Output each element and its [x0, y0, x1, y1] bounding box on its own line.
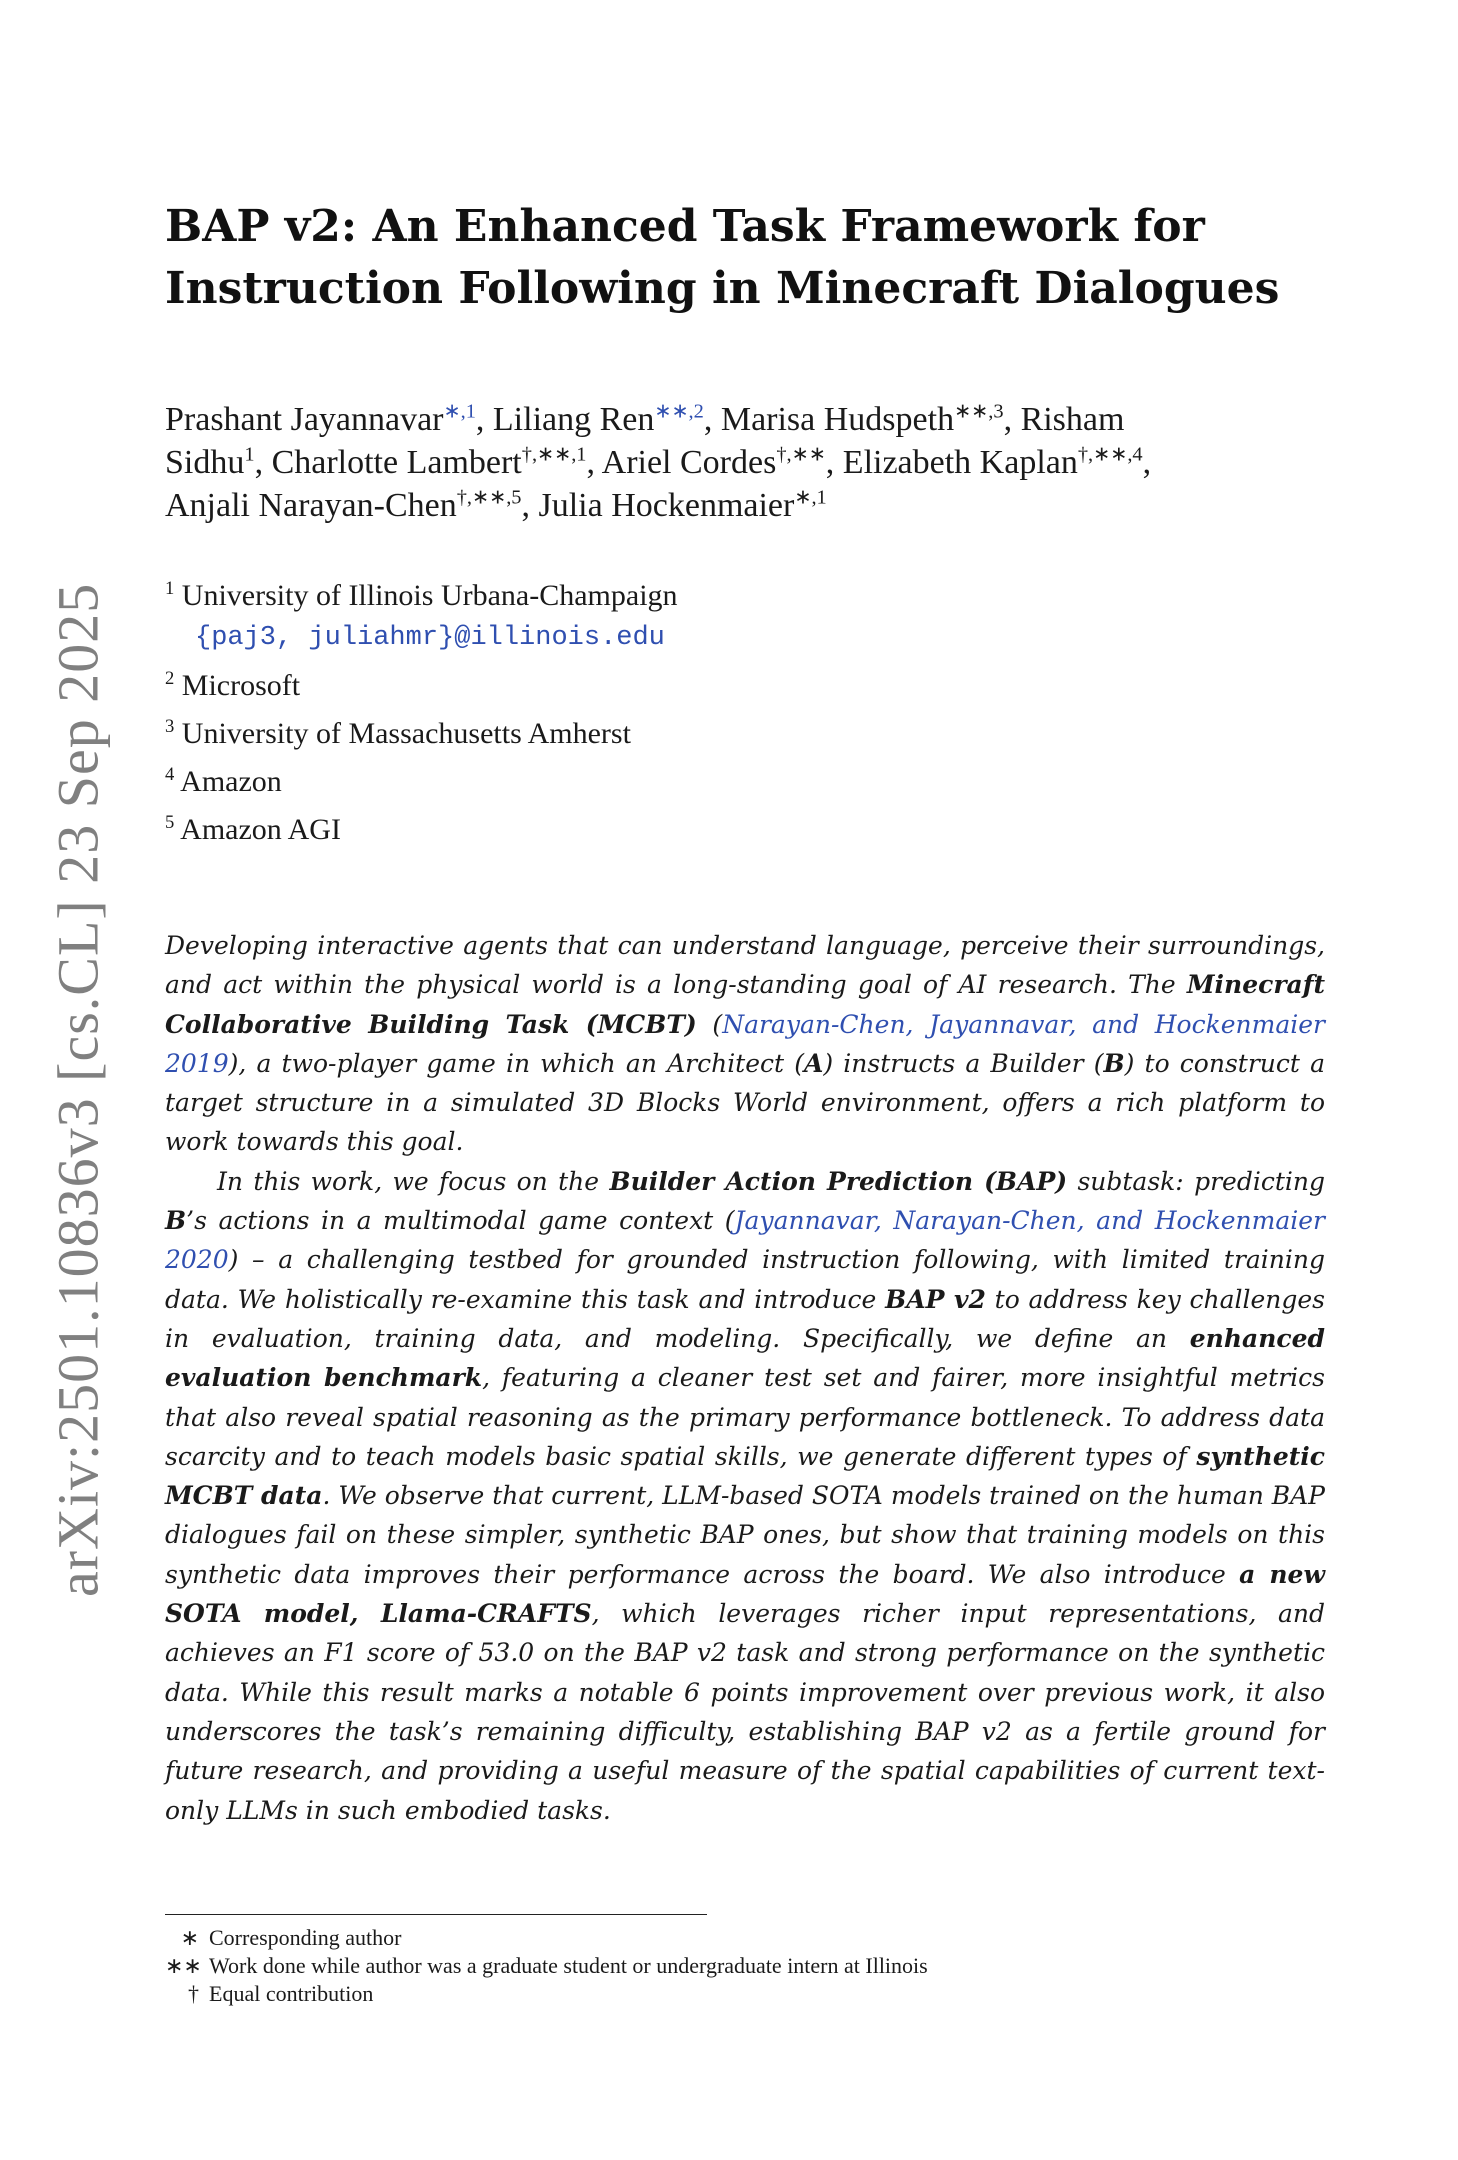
affiliation-number: 4 [165, 764, 175, 785]
footnote-text: Work done while author was a graduate student or undergraduate intern at Illinois [209, 1953, 928, 1978]
arxiv-identifier: arXiv:2501.10836v3 [cs.CL] 23 Sep 2025 [45, 582, 111, 1598]
footnote-2 [165, 1952, 1165, 1980]
abstract-emphasis: A [803, 1048, 824, 1078]
footnote-divider [165, 1914, 707, 1915]
title-line-2: Instruction Following in Minecraft Dialogues [165, 263, 1280, 314]
affiliation-name: Amazon [180, 765, 282, 798]
abstract-emphasis: BAP v2 [885, 1284, 986, 1314]
author-line-1: Prashant Jayannavar$^{∗,1}$, Liliang Ren$^{∗∗,2}$, Marisa Hudspeth$^{∗∗,3}$, Risham [165, 400, 1125, 438]
footnote-mark: † [188, 1981, 199, 2006]
abstract-text: In this work, we focus on the [217, 1166, 610, 1196]
author-name: Elizabeth Kaplan [842, 444, 1078, 481]
author-affil-marker: †,∗∗,1 [521, 443, 587, 466]
abstract-text: ) – a challenging testbed for grounded instruction following, with limited training data. We holistically re-examine this task and introduce [165, 1245, 1325, 1314]
affiliation-name: Microsoft [181, 669, 301, 702]
abstract-emphasis: enhanced evaluation benchmark [165, 1323, 1325, 1393]
affiliation-2 [165, 662, 1065, 710]
author-affil-marker[interactable]: ∗∗,2 [654, 400, 704, 423]
affiliation-name: University of Illinois Urbana-Champaign [181, 579, 678, 612]
title-line-1: BAP v2: An Enhanced Task Framework for [165, 201, 1205, 252]
affiliation-name: University of Massachusetts Amherst [181, 717, 631, 750]
abstract-text: Developing interactive agents that can understand language, perceive their surroundings, and act within the physical world is a long-standing goal of AI research. The [165, 931, 1325, 1000]
author-name: Anjali Narayan-Chen [165, 487, 457, 524]
author-line-3: Anjali Narayan-Chen$^{\dagger,∗∗,5}$, Julia Hockenmaier$^{∗,1}$ [165, 486, 827, 524]
author-name: Charlotte Lambert [271, 444, 522, 481]
abstract-text: ) to construct a target structure in a simulated 3D Blocks World environment, offers a rich platform to work towards this goal. [165, 1048, 1325, 1157]
abstract-text: , which leverages richer input representations, and achieves an F1 score of 53.0 on the BAP v2 task and strong performance on the synthetic data. While this result marks a notable 6 points improvement over previous work, it also underscores the task’s remaining difficulty, establishing BAP v2 as a fertile ground for future research, and providing a useful measure of the spatial capabilities of current text-only LLMs in such embodied tasks. [165, 1599, 1325, 1825]
abstract-text: ), a two-player game in which an Architect ( [228, 1048, 804, 1078]
abstract-paragraph-2 [165, 1162, 1325, 1830]
author-line-2: Sidhu$^1$, Charlotte Lambert$^{\dagger,∗∗,1}$, Ariel Cordes†,∗∗, Elizabeth Kaplan$^{\dagger,∗∗,4}$, [165, 443, 1152, 481]
author-name: Marisa Hudspeth [720, 401, 955, 438]
affiliation-number: 2 [165, 668, 175, 689]
abstract-emphasis: Minecraft Collaborative Building Task (MCBT) [165, 970, 1325, 1039]
footnote-mark: ∗∗ [165, 1953, 202, 1978]
abstract-emphasis: Builder Action Prediction (BAP) [609, 1166, 1068, 1196]
abstract-text: ( [696, 1009, 723, 1039]
author-name: Julia Hockenmaier [538, 487, 795, 524]
footnote-mark: ∗ [180, 1925, 199, 1950]
abstract-emphasis: synthetic MCBT data [165, 1441, 1325, 1511]
affiliation-3 [165, 710, 1065, 758]
abstract-text: subtask: predicting [1067, 1166, 1325, 1196]
citation-link[interactable]: Jayannavar, Narayan-Chen, and Hockenmaier 2020 [165, 1206, 1325, 1275]
footnote-1 [165, 1924, 1165, 1952]
citation-link[interactable]: Narayan-Chen, Jayannavar, and Hockenmaier 2019 [165, 1009, 1325, 1078]
footnote-list [165, 1924, 1165, 2008]
abstract [165, 926, 1325, 1830]
footnote-text: Equal contribution [209, 1981, 374, 2006]
abstract-text: ’s actions in a multimodal game context ( [186, 1206, 735, 1236]
footnote-text: Corresponding author [209, 1925, 402, 1950]
abstract-text: ) instructs a Builder ( [823, 1048, 1104, 1078]
author-affil-marker: 1 [244, 443, 255, 466]
abstract-emphasis: B [165, 1206, 187, 1236]
affiliation-list [165, 572, 1065, 854]
paper-title [165, 196, 1325, 320]
affiliation-number: 5 [165, 812, 175, 833]
author-name-part: Risham [1020, 401, 1125, 438]
affiliation-number: 3 [165, 716, 175, 737]
author-affil-marker: †,∗∗,5 [456, 486, 522, 509]
abstract-text: . We observe that current, LLM-based SOTA models trained on the human BAP dialogues fail on these simpler, synthetic BAP ones, but show that training models on this synthetic data improves their performance across the board. We also introduce [165, 1481, 1325, 1589]
affiliation-name: Amazon AGI [180, 813, 341, 846]
abstract-emphasis: a new SOTA model, Llama-CRAFTS [165, 1559, 1325, 1629]
affiliation-1 [165, 572, 1065, 620]
author-affil-marker[interactable]: ∗,1 [443, 400, 476, 423]
abstract-paragraph-1 [165, 926, 1325, 1162]
footnote-3 [165, 1980, 1165, 2008]
author-name-part: Sidhu [165, 444, 245, 481]
author-affil-marker: ∗,1 [794, 486, 827, 509]
affiliation-4 [165, 758, 1065, 806]
author-list [165, 398, 1345, 527]
abstract-text: to address key challenges in evaluation, training data, and modeling. Specifically, we define an [165, 1284, 1326, 1353]
author-name: Ariel Cordes [601, 444, 777, 481]
author-name: Liliang Ren [492, 401, 655, 438]
author-name: Prashant Jayannavar [165, 401, 444, 438]
author-affil-marker: †,∗∗,4 [1077, 443, 1143, 466]
affiliation-5 [165, 806, 1065, 854]
author-affil-marker: †,∗∗ [776, 443, 826, 466]
author-affil-marker: ∗∗,3 [954, 400, 1004, 423]
contact-email-link[interactable]: {paj3, juliahmr}@illinois.edu [195, 623, 665, 653]
abstract-text: , featuring a cleaner test set and fairer, more insightful metrics that also reveal spatial reasoning as the primary performance bottleneck. To address data scarcity and to teach models basic spatial skills, we generate different types of [165, 1363, 1325, 1471]
affiliation-number: 1 [165, 578, 175, 599]
abstract-emphasis: B [1103, 1048, 1125, 1078]
